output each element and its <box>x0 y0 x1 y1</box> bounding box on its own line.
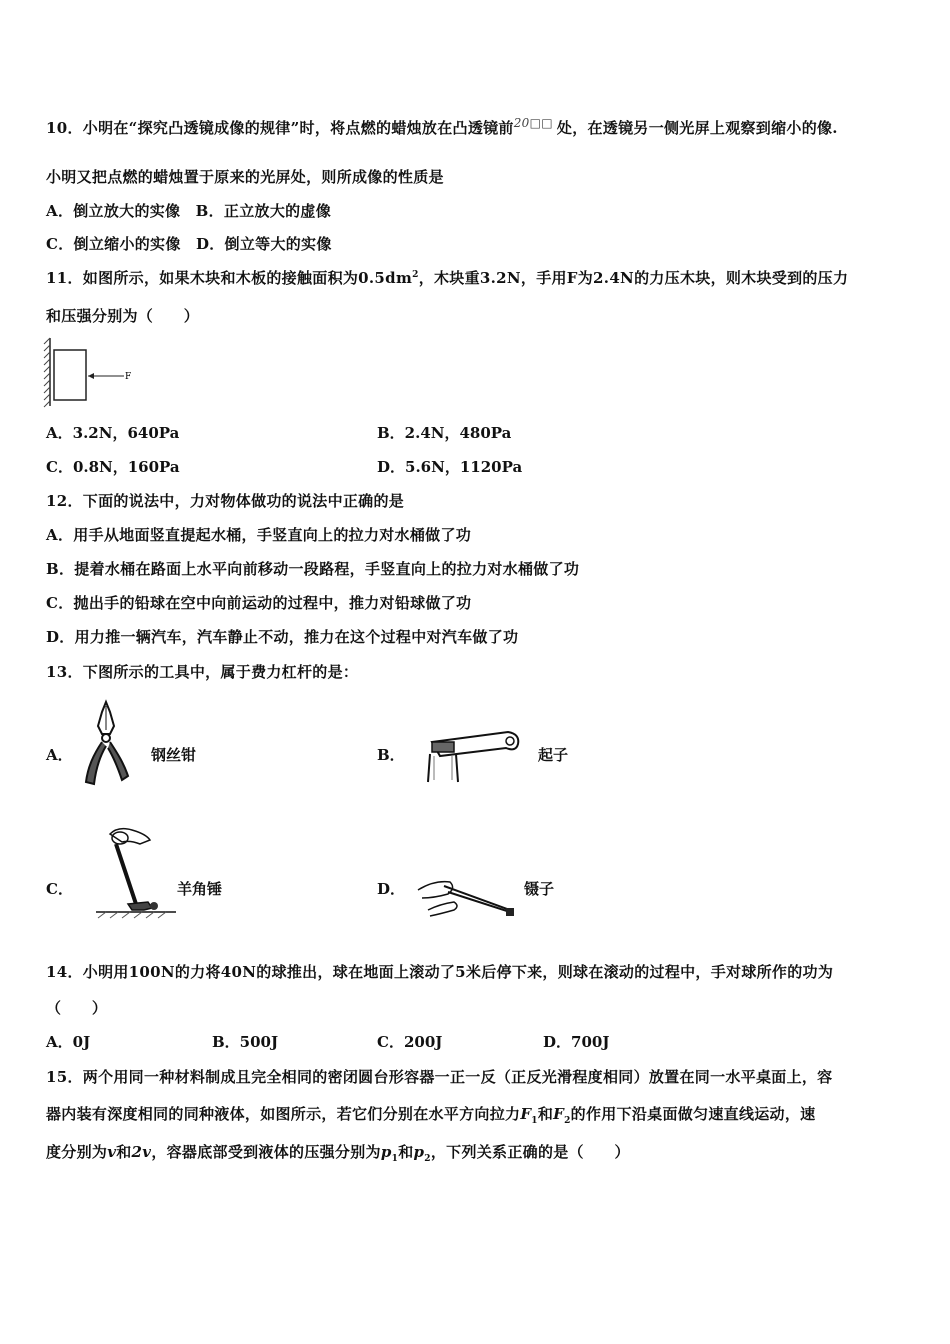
q10-stem-line1 <box>46 117 838 138</box>
q11-option-d: D．5.6N，1120Pa <box>377 458 523 476</box>
q13-option-a-letter: A． <box>46 746 73 764</box>
q15-sub-p2: 2 <box>424 1154 431 1164</box>
q15-line3-b: ，容器底部受到液体的压强分别为 <box>151 1143 381 1161</box>
q12-option-b: B．提着水桶在路面上水平向前移动一段路程，手竖直向上的拉力对水桶做了功 <box>46 560 580 578</box>
q13-option-d-letter: D． <box>377 880 406 898</box>
q15-sub-2: 2 <box>564 1116 571 1126</box>
q11-stem-b: ，木块重3.2N，手用F为2.4N的力压木块，则木块受到的压力 <box>418 269 849 287</box>
q15-line2-a: 器内装有深度相同的同种液体，如图所示，若它们分别在水平方向拉力 <box>46 1105 521 1123</box>
q15-pressure-p2: p <box>413 1143 425 1161</box>
q10-options-cd: C．倒立缩小的实像 D．倒立等大的实像 <box>46 235 332 253</box>
q11-stem-line2: 和压强分别为（ ） <box>46 307 200 325</box>
q12-stem: 12．下面的说法中，力对物体做功的说法中正确的是 <box>46 492 405 510</box>
q13-stem: 13．下图所示的工具中，属于费力杠杆的是： <box>46 663 359 681</box>
bottle-opener-icon <box>424 726 524 782</box>
q10-garbled-text: 20□□ <box>513 116 553 130</box>
q14-stem-line2: （ ） <box>46 999 108 1017</box>
q10-stem-b: 处，在透镜另一侧光屏上观察到缩小的像. <box>556 119 838 137</box>
q13-option-d-name: 镊子 <box>524 880 555 898</box>
q10-stem-line2: 小明又把点燃的蜡烛置于原来的光屏处，则所成像的性质是 <box>46 168 444 186</box>
q13-option-b-name: 起子 <box>538 746 569 764</box>
q15-and-1: 和 <box>537 1105 554 1123</box>
q14-option-c: C．200J <box>377 1033 443 1051</box>
q13-option-a-name: 钢丝钳 <box>151 746 197 764</box>
q11-option-b: B．2.4N，480Pa <box>377 424 512 442</box>
q11-stem-line1 <box>46 267 848 288</box>
q11-option-a: A．3.2N，640Pa <box>46 424 180 442</box>
q15-force-f2: F <box>553 1105 565 1123</box>
q11-option-c: C．0.8N，160Pa <box>46 458 180 476</box>
q14-stem-line1: 14．小明用100N的力将40N的球推出，球在地面上滚动了5米后停下来，则球在滚动的过程中，手对球所作的功为 <box>46 963 834 981</box>
q15-line3-c: ，下列关系正确的是（ ） <box>430 1143 630 1161</box>
q12-option-d: D．用力推一辆汽车，汽车静止不动，推力在这个过程中对汽车做了功 <box>46 628 519 646</box>
tweezers-icon <box>414 868 518 922</box>
q10-options-ab: A．倒立放大的实像 B．正立放大的虚像 <box>46 202 332 220</box>
q13-option-c-name: 羊角锤 <box>177 880 223 898</box>
q14-option-a: A．0J <box>46 1033 91 1051</box>
q15-sub-p1: 1 <box>391 1154 399 1164</box>
q15-sub-1: 1 <box>531 1116 538 1126</box>
q15-and-2: 和 <box>398 1143 414 1161</box>
q15-force-f1: F <box>520 1105 532 1123</box>
claw-hammer-icon <box>96 824 176 920</box>
q13-option-c-letter: C． <box>46 880 73 898</box>
q11-stem-a: 11．如图所示，如果木块和木板的接触面积为0.5dm <box>46 269 413 287</box>
q13-option-b-letter: B． <box>377 746 405 764</box>
q15-line3-a: 度分别为 <box>46 1143 108 1161</box>
q15-line1: 15．两个用同一种材料制成且完全相同的密闭圆台形容器一正一反（正反光滑程度相同）放置在同一水平桌面上，容 <box>46 1068 833 1086</box>
pliers-icon <box>80 698 132 788</box>
q11-wall-block-figure <box>44 334 144 412</box>
q15-line2-b: 的作用下沿桌面做匀速直线运动，速 <box>570 1105 816 1123</box>
q15-speed-v: v <box>107 1143 117 1161</box>
q14-option-b: B．500J <box>212 1033 279 1051</box>
q15-line3 <box>46 1141 630 1164</box>
q15-pressure-p1: p <box>380 1143 392 1161</box>
q11-superscript: 2 <box>412 270 419 280</box>
q14-option-d: D．700J <box>543 1033 610 1051</box>
q11-force-label: F <box>125 372 132 382</box>
q15-line2 <box>46 1103 815 1126</box>
q12-option-c: C．抛出手的铅球在空中向前运动的过程中，推力对铅球做了功 <box>46 594 472 612</box>
q15-line3-and: 和 <box>116 1143 132 1161</box>
q10-stem-a: 10．小明在“探究凸透镜成像的规律”时，将点燃的蜡烛放在凸透镜前 <box>46 119 514 137</box>
q15-speed-2v: 2v <box>131 1143 152 1161</box>
q12-option-a: A．用手从地面竖直提起水桶，手竖直向上的拉力对水桶做了功 <box>46 526 472 544</box>
